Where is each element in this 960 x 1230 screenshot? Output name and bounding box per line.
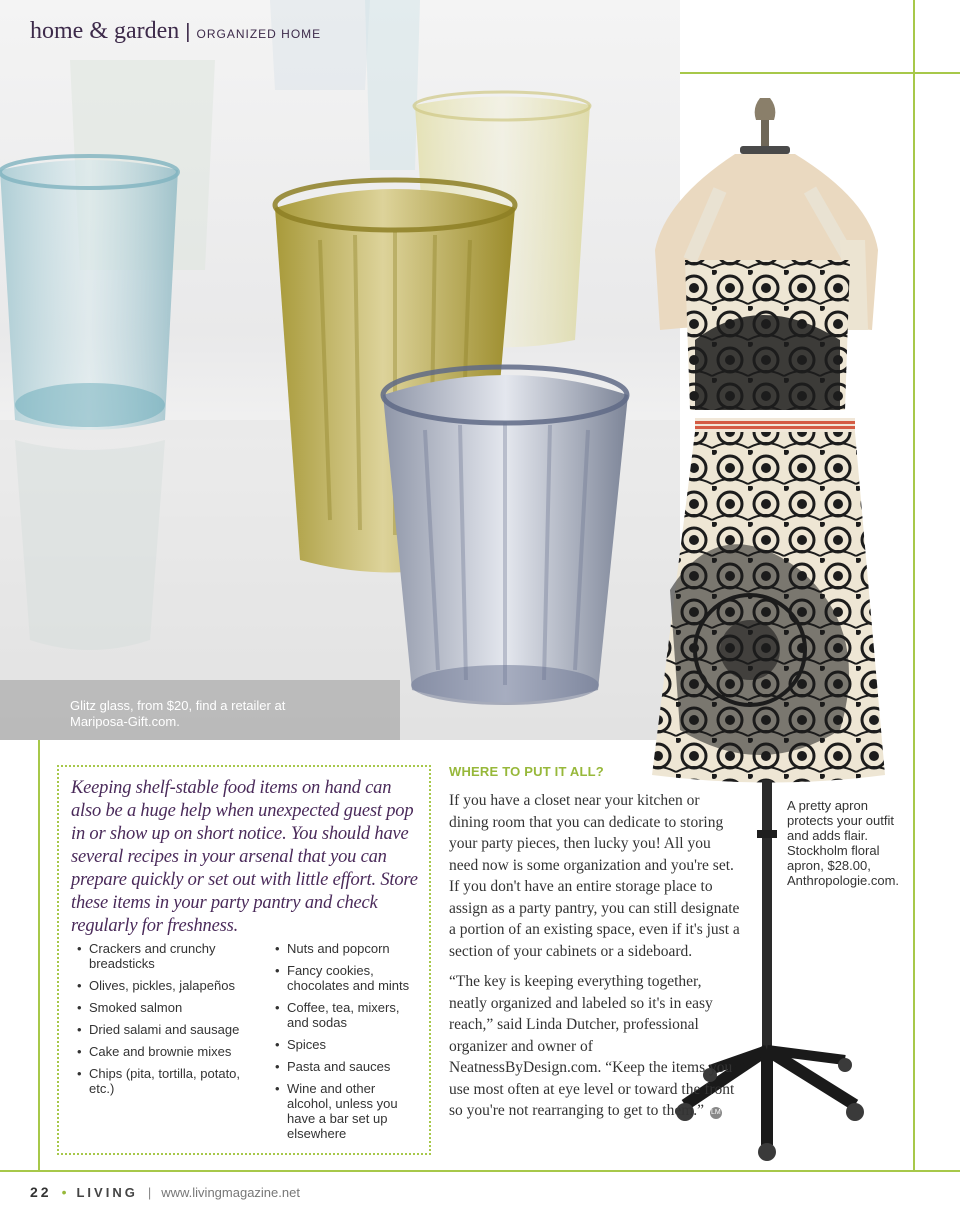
list-item: • Coffee, tea, mixers, and sodas [273, 1000, 423, 1030]
article-paragraph-2 [449, 971, 741, 1122]
list-item: • Wine and other alcohol, unless you have a bar set up elsewhere [273, 1081, 423, 1141]
section-name: home & garden [30, 18, 180, 44]
pantry-list-right [273, 941, 423, 1148]
pantry-list-left [75, 941, 255, 1103]
website-link[interactable]: www.livingmagazine.net [161, 1184, 300, 1200]
green-rule-top [680, 72, 960, 74]
list-item: • Pasta and sauces [273, 1059, 423, 1074]
glass-photo [0, 0, 680, 740]
list-item: • Crackers and crunchy breadsticks [75, 941, 255, 971]
list-item: • Olives, pickles, jalapeños [75, 978, 255, 993]
green-rule-bottom [0, 1170, 960, 1172]
end-mark-icon: LM [710, 1107, 722, 1119]
article-heading: WHERE TO PUT IT ALL? [449, 764, 604, 779]
green-rule-left [38, 740, 40, 1172]
glasses-illustration [0, 0, 680, 740]
article-paragraph-1: If you have a closet near your kitchen or dining room that you can dedicate to storing your party pieces, then lucky you! All you need now is some organization and you're set. If you don't have an entire storage place to assign as a party pantry, you can still designate a portion of an existing space, even if it's just a section of your cabinets or a sideboard. [449, 792, 740, 960]
glass-caption: Glitz glass, from $20, find a retailer at Mariposa-Gift.com. [70, 698, 286, 729]
section-subtitle: ORGANIZED HOME [196, 27, 322, 41]
page-footer [30, 1184, 300, 1200]
intro-text: Keeping shelf-stable food items on hand can also be a huge help when unexpected guest pop in or show up on short notice. You should have several recipes in your arsenal that you can prepare quickly or set out with little effort. Store these items in your party pantry and check regularly for freshness. [71, 778, 418, 936]
list-item: • Spices [273, 1037, 423, 1052]
article-paragraph-2-text: “The key is keeping everything together, neatly organized and labeled so it's in easy reach,” said Linda Dutcher, professional organizer and owner of NeatnessByDesign.com. “Keep the items you use most often at eye level or toward the front so you're not rearranging to get to them.” [449, 973, 735, 1119]
section-header [30, 18, 321, 45]
section-separator: | [185, 21, 191, 43]
footer-bullet: • [61, 1184, 67, 1200]
apron-caption: A pretty apron protects your outfit and adds flair. Stockholm floral apron, $28.00, Anthropologie.com. [787, 798, 900, 888]
list-item: • Smoked salmon [75, 1000, 255, 1015]
green-rule-right [913, 0, 915, 1172]
page-number: 22 [30, 1184, 52, 1200]
list-item: • Chips (pita, tortilla, potato, etc.) [75, 1066, 255, 1096]
magazine-name: LIVING [76, 1184, 138, 1200]
pantry-sidebar-box [57, 765, 431, 1155]
list-item: • Dried salami and sausage [75, 1022, 255, 1037]
list-item: • Cake and brownie mixes [75, 1044, 255, 1059]
list-item: • Fancy cookies, chocolates and mints [273, 963, 423, 993]
list-item: • Nuts and popcorn [273, 941, 423, 956]
footer-separator: | [147, 1184, 152, 1200]
